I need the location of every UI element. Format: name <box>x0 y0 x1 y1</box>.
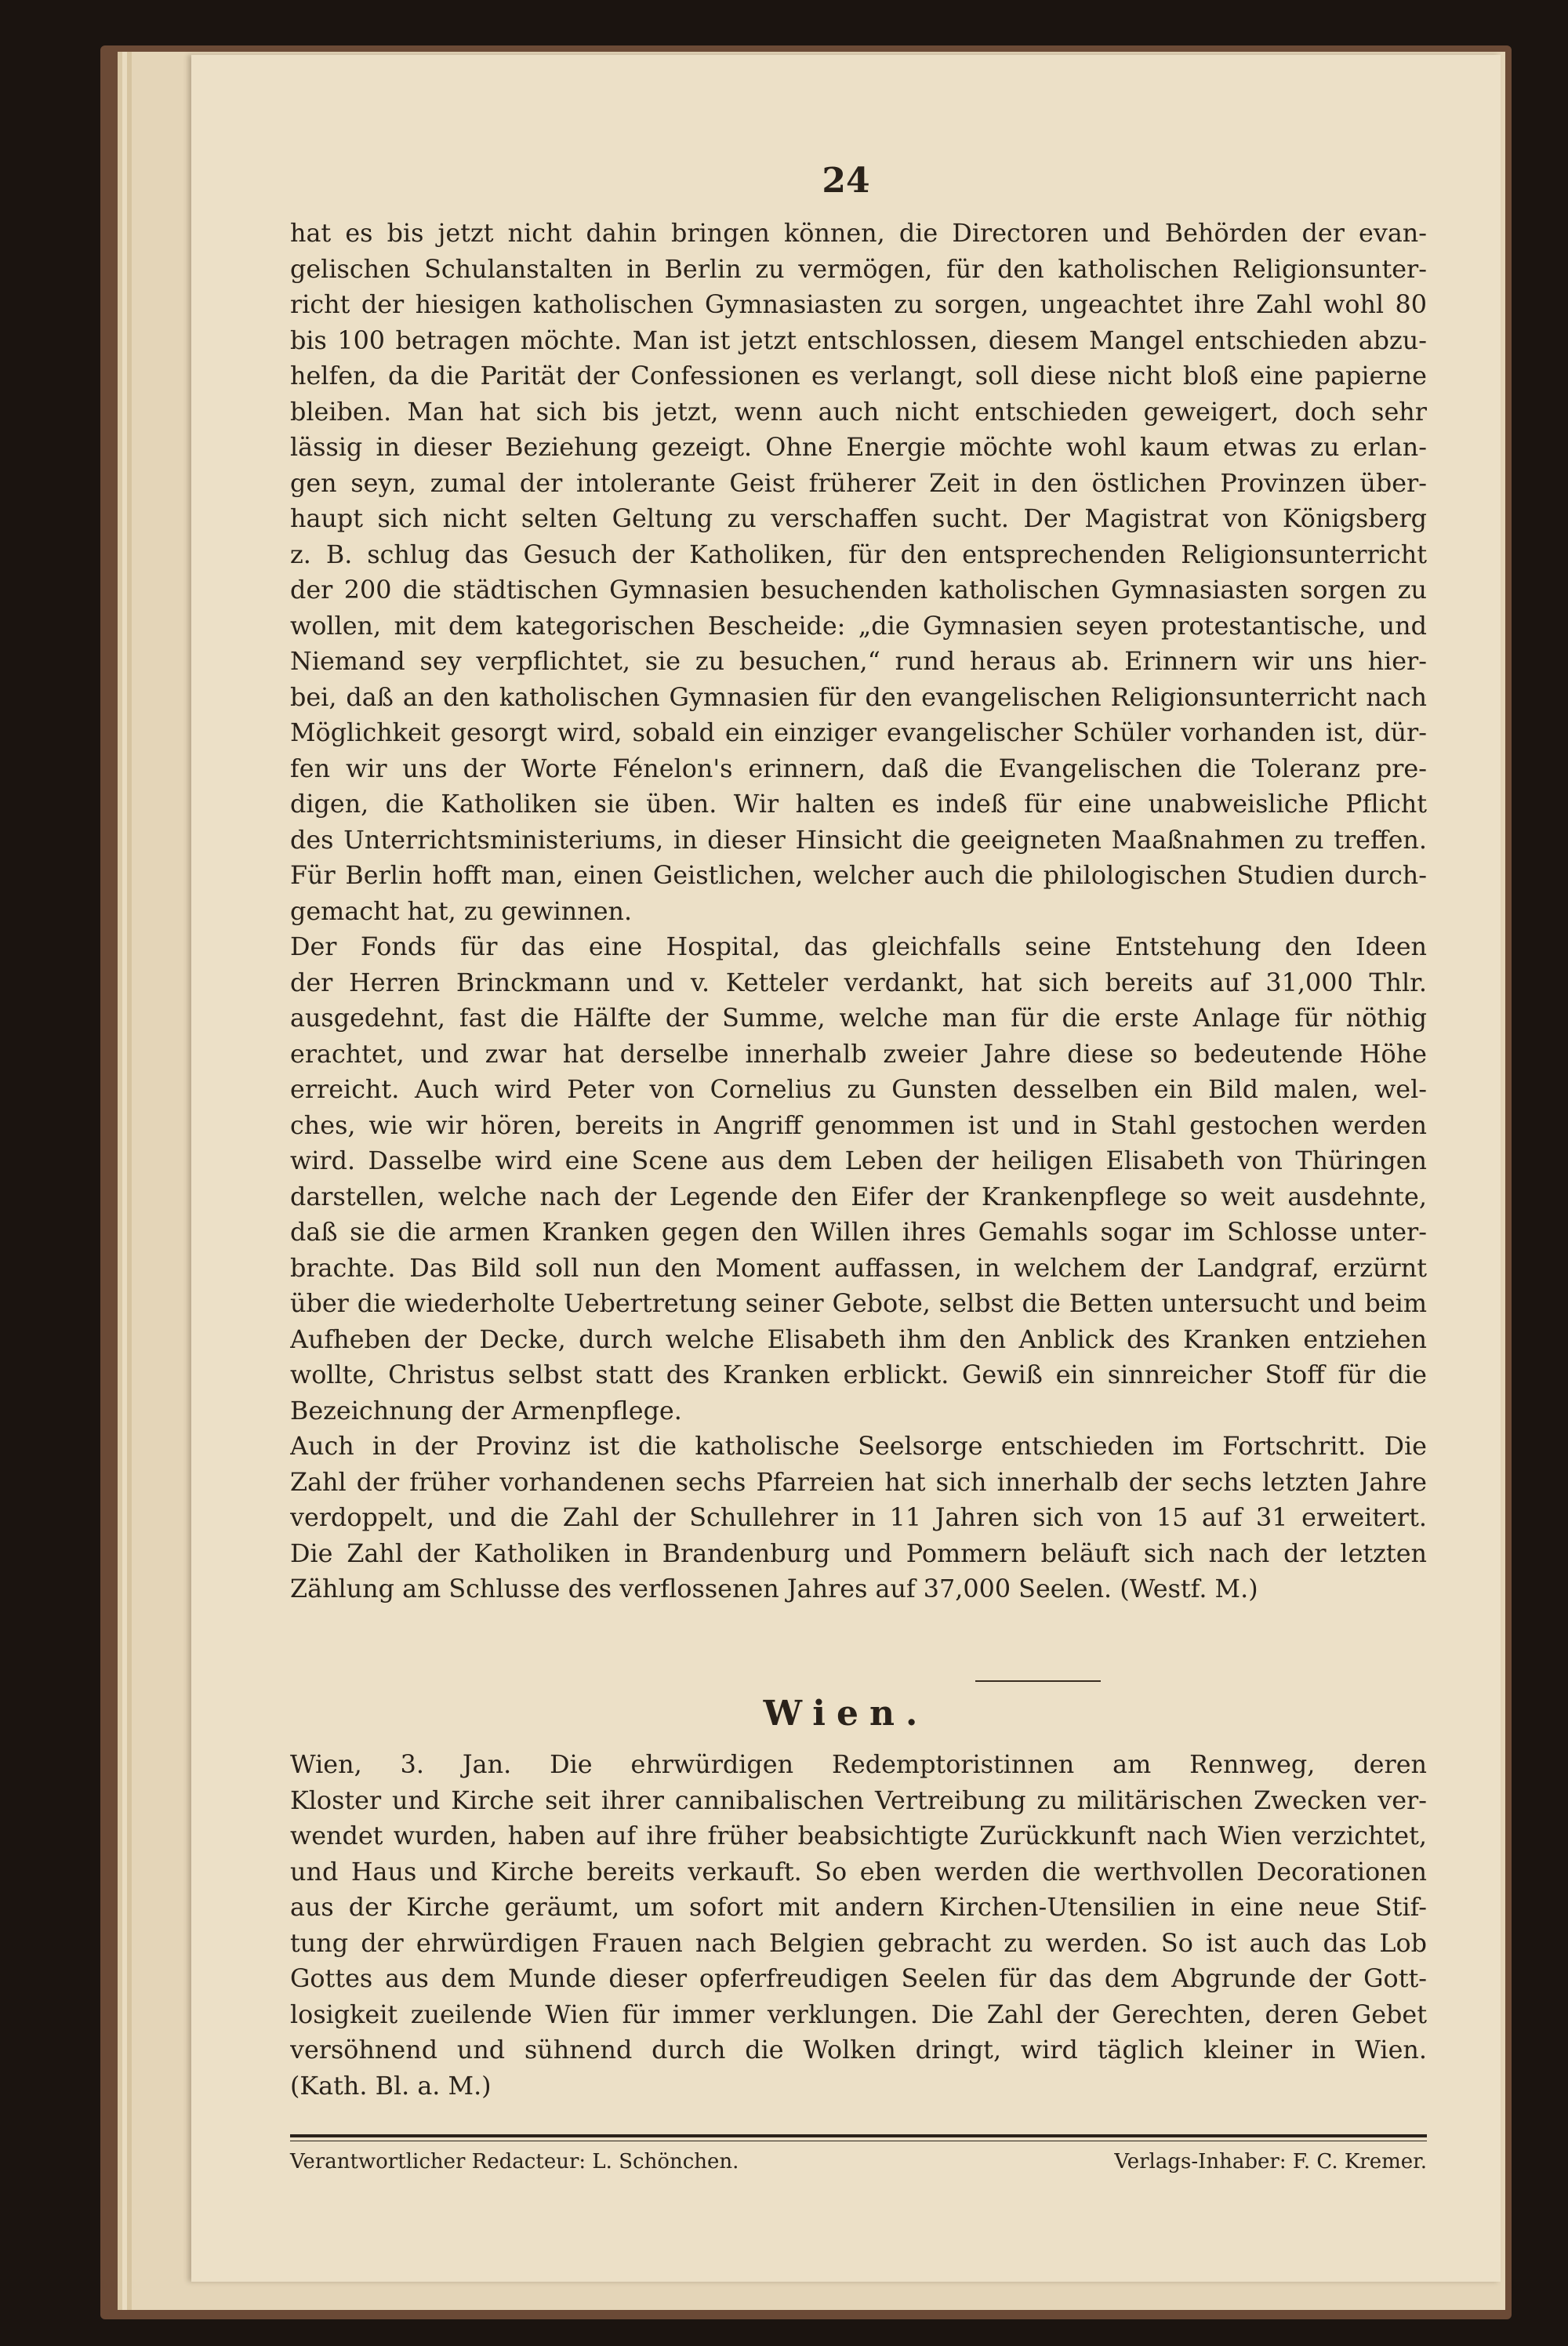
text-line: haupt sich nicht selten Geltung zu verschaffen sucht. Der Magistrat von Königsberg <box>290 504 1427 533</box>
text-line: und Haus und Kirche bereits verkauft. So eben werden die werthvollen Decorationen <box>290 1857 1427 1887</box>
text-line: gemacht hat, zu gewinnen. <box>290 896 633 926</box>
text-line: Aufheben der Decke, durch welche Elisabeth ihm den Anblick des Kranken entziehen <box>290 1324 1427 1354</box>
text-line: brachte. Das Bild soll nun den Moment auffassen, in welchem der Landgraf, erzürnt <box>290 1253 1427 1283</box>
text-line: Möglichkeit gesorgt wird, sobald ein einziger evangelischer Schüler vorhanden ist, dür- <box>290 718 1427 747</box>
text-line: ches, wie wir hören, bereits in Angriff genommen ist und in Stahl gestochen werden <box>290 1110 1427 1140</box>
text-line: Der Fonds für das eine Hospital, das gleichfalls seine Entstehung den Ideen <box>290 932 1427 961</box>
text-line: darstellen, welche nach der Legende den Eifer der Krankenpflege so weit ausdehnte, <box>290 1182 1427 1211</box>
text-line: wendet wurden, haben auf ihre früher beabsichtigte Zurückkunft nach Wien verzichtet, <box>290 1821 1427 1850</box>
text-line: Niemand sey verpflichtet, sie zu besuchen,“ rund heraus ab. Erinnern wir uns hier- <box>290 647 1427 676</box>
text-line: Wien, 3. Jan. Die ehrwürdigen Redemptoristinnen am Rennweg, deren <box>290 1750 1427 1779</box>
text-line: hat es bis jetzt nicht dahin bringen können, die Directoren und Behörden der evan- <box>290 219 1427 248</box>
text-line: gen seyn, zumal der intolerante Geist früherer Zeit in den östlichen Provinzen über- <box>290 468 1427 498</box>
footer-publisher: Verlags-Inhaber: F. C. Kremer. <box>1114 2150 1427 2174</box>
section-heading-wien: Wien. <box>763 1694 929 1734</box>
text-line: der Herren Brinckmann und v. Ketteler verdankt, hat sich bereits auf 31,000 Thlr. <box>290 968 1427 997</box>
text-line: Für Berlin hofft man, einen Geistlichen, welcher auch die philologischen Studien durch- <box>290 861 1427 890</box>
text-line: aus der Kirche geräumt, um sofort mit andern Kirchen-Utensilien in eine neue Stif- <box>290 1893 1427 1922</box>
imprint-footer <box>290 2150 1427 2174</box>
text-line: bleiben. Man hat sich bis jetzt, wenn auch nicht entschieden geweigert, doch sehr <box>290 397 1427 427</box>
footer-rule <box>290 2134 1427 2137</box>
text-line: Zahl der früher vorhandenen sechs Pfarreien hat sich innerhalb der sechs letzten Jahre <box>290 1467 1427 1497</box>
section-divider <box>975 1680 1101 1682</box>
text-line: Auch in der Provinz ist die katholische Seelsorge entschieden im Fortschritt. Die <box>290 1432 1427 1461</box>
text-line: erachtet, und zwar hat derselbe innerhalb zweier Jahre diese so bedeutende Höhe <box>290 1039 1427 1069</box>
text-line: wird. Dasselbe wird eine Scene aus dem Leben der heiligen Elisabeth von Thüringen <box>290 1146 1427 1175</box>
text-line: Zählung am Schlusse des verflossenen Jahres auf 37,000 Seelen. (Westf. M.) <box>290 1574 1258 1603</box>
text-line: Die Zahl der Katholiken in Brandenburg und Pommern beläuft sich nach der letzten <box>290 1538 1427 1568</box>
book-page <box>191 55 1501 2282</box>
page-number: 24 <box>822 161 870 201</box>
text-line: (Kath. Bl. a. M.) <box>290 2071 492 2101</box>
footer-editor: Verantwortlicher Redacteur: L. Schönchen. <box>290 2150 739 2174</box>
text-line: verdoppelt, und die Zahl der Schullehrer in 11 Jahren sich von 15 auf 31 erweitert. <box>290 1503 1427 1532</box>
text-line: des Unterrichtsministeriums, in dieser Hinsicht die geeigneten Maaßnahmen zu treffen. <box>290 825 1427 855</box>
text-line: richt der hiesigen katholischen Gymnasiasten zu sorgen, ungeachtet ihre Zahl wohl 80 <box>290 290 1427 319</box>
text-line: tung der ehrwürdigen Frauen nach Belgien gebracht zu werden. So ist auch das Lob <box>290 1928 1427 1958</box>
text-line: helfen, da die Parität der Confessionen es verlangt, soll diese nicht bloß eine papierne <box>290 361 1427 390</box>
article-wien-text <box>290 1747 1427 2104</box>
text-line: lässig in dieser Beziehung gezeigt. Ohne Energie möchte wohl kaum etwas zu erlan- <box>290 433 1427 462</box>
text-line: Bezeichnung der Armenpflege. <box>290 1396 682 1425</box>
text-line: fen wir uns der Worte Fénelon's erinnern, daß die Evangelischen die Toleranz pre- <box>290 754 1427 783</box>
text-line: z. B. schlug das Gesuch der Katholiken, für den entsprechenden Religionsunterricht <box>290 539 1427 569</box>
text-line: ausgedehnt, fast die Hälfte der Summe, welche man für die erste Anlage für nöthig <box>290 1004 1427 1033</box>
text-line: Kloster und Kirche seit ihrer cannibalischen Vertreibung zu militärischen Zwecken ver- <box>290 1785 1427 1815</box>
text-line: über die wiederholte Uebertretung seiner Gebote, selbst die Betten untersucht und beim <box>290 1289 1427 1318</box>
text-line: gelischen Schulanstalten in Berlin zu vermögen, für den katholischen Religionsunter- <box>290 254 1427 284</box>
text-line: der 200 die städtischen Gymnasien besuchenden katholischen Gymnasiasten sorgen zu <box>290 576 1427 605</box>
text-line: bis 100 betragen möchte. Man ist jetzt entschlossen, diesem Mangel entschieden abzu- <box>290 325 1427 355</box>
text-line: wollen, mit dem kategorischen Bescheide: „die Gymnasien seyen protestantische, und <box>290 611 1427 641</box>
text-line: wollte, Christus selbst statt des Kranken erblickt. Gewiß ein sinnreicher Stoff für die <box>290 1360 1427 1389</box>
text-line: losigkeit zueilende Wien für immer verklungen. Die Zahl der Gerechten, deren Gebet <box>290 1999 1427 2029</box>
text-line: daß sie die armen Kranken gegen den Willen ihres Gemahls sogar im Schlosse unter- <box>290 1218 1427 1247</box>
text-line: digen, die Katholiken sie üben. Wir halten es indeß für eine unabweisliche Pflicht <box>290 790 1427 819</box>
text-line: bei, daß an den katholischen Gymnasien für den evangelischen Religionsunterricht nach <box>290 682 1427 712</box>
text-line: versöhnend und sühnend durch die Wolken dringt, wird täglich kleiner in Wien. <box>290 2036 1427 2065</box>
article-berlin-text <box>290 216 1427 1607</box>
text-line: Gottes aus dem Munde dieser opferfreudigen Seelen für das dem Abgrunde der Gott- <box>290 1964 1427 1993</box>
text-line: erreicht. Auch wird Peter von Cornelius zu Gunsten desselben ein Bild malen, wel- <box>290 1075 1427 1104</box>
